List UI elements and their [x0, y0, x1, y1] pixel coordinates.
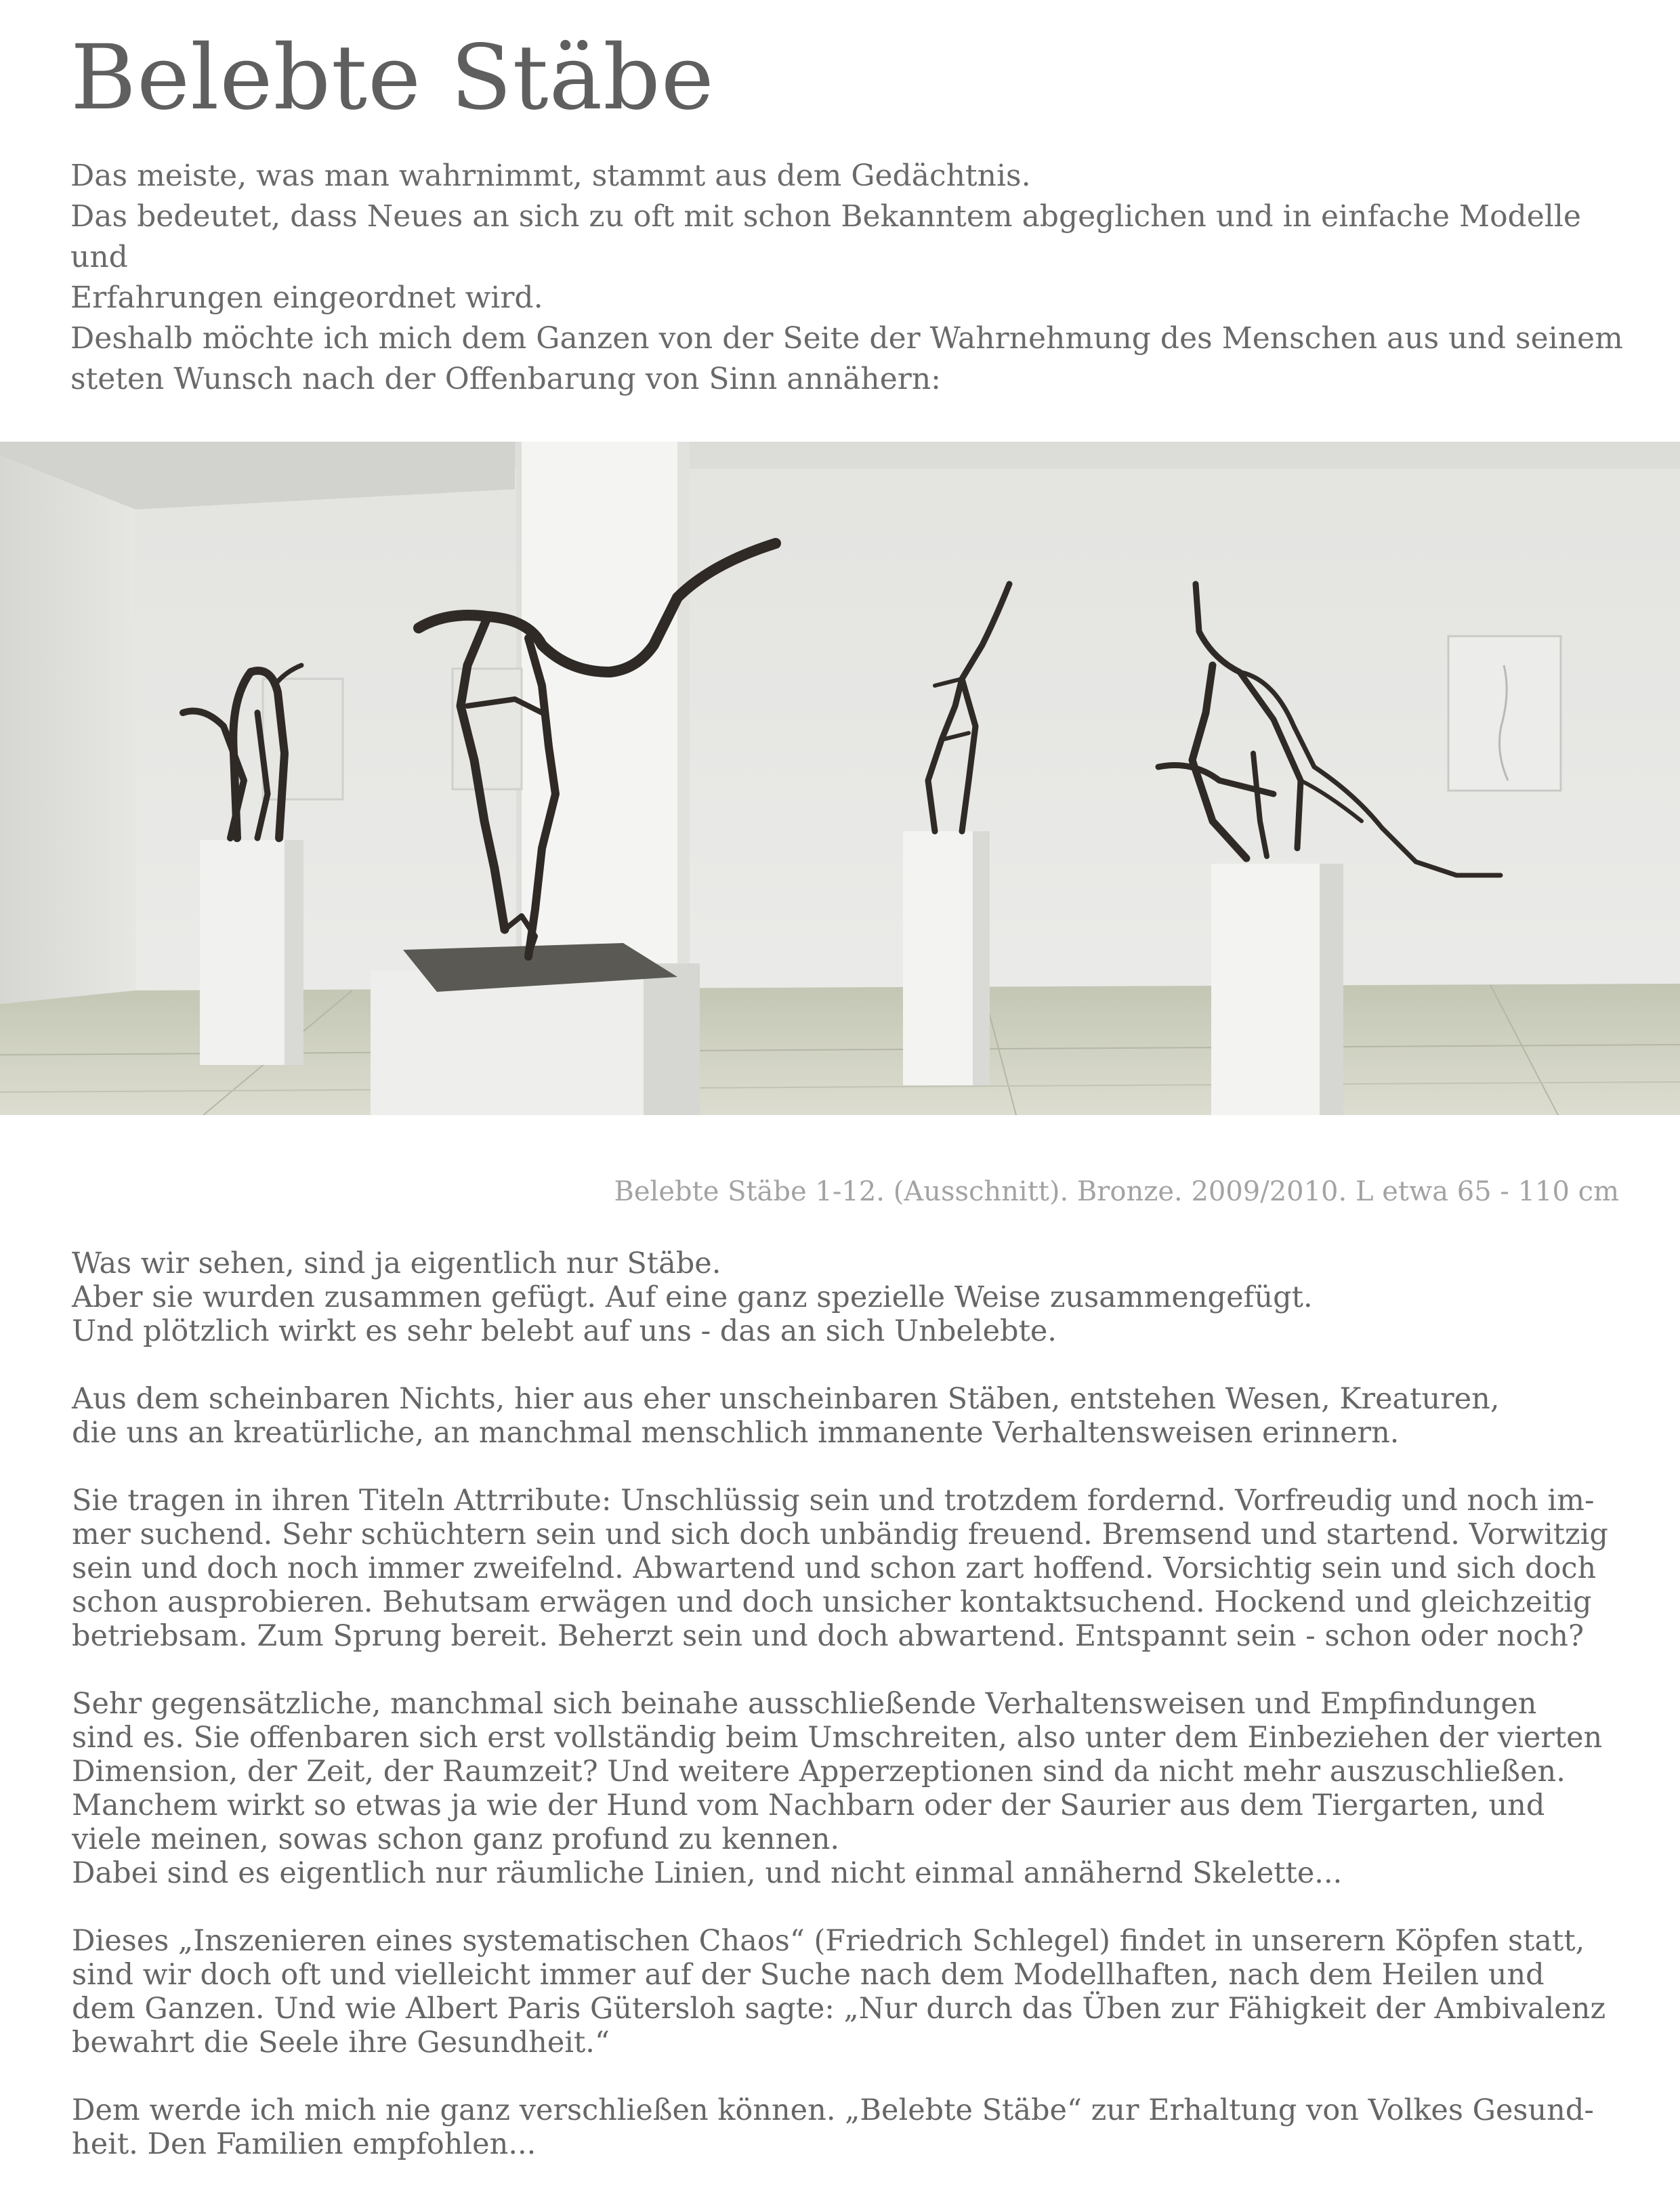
pedestal [200, 840, 303, 1065]
paragraph [72, 1924, 1630, 2060]
paragraph [72, 1382, 1630, 1450]
paragraph [72, 2093, 1630, 2161]
intro-line: Das meiste, was man wahrnimmt, stammt aus dem Gedächtnis. [70, 159, 1031, 193]
page-title: Belebte Stäbe [70, 26, 715, 130]
text-line: Dem werde ich mich nie ganz verschließen können. „Belebte Stäbe“ zur Erhaltung von Volkes Gesund- [72, 2093, 1594, 2127]
text-line: bewahrt die Seele ihre Gesundheit.“ [72, 2026, 610, 2060]
body-text [72, 1247, 1630, 2195]
intro-text [70, 156, 1629, 400]
paragraph [72, 1687, 1630, 1890]
text-line: sind es. Sie offenbaren sich erst vollständig beim Umschreiten, also unter dem Einbeziehen der vierten [72, 1721, 1603, 1755]
text-line: mer suchend. Sehr schüchtern sein und sich doch unbändig freuend. Bremsend und startend. Vorwitzig [72, 1518, 1608, 1551]
intro-line: Deshalb möchte ich mich dem Ganzen von der Seite der Wahrnehmung des Menschen aus und seinem [70, 321, 1623, 356]
text-line: die uns an kreatürliche, an manchmal menschlich immanente Verhaltensweisen erinnern. [72, 1416, 1400, 1450]
pedestal [1211, 864, 1343, 1115]
text-line: betriebsam. Zum Sprung bereit. Beherzt sein und doch abwartend. Entspannt sein - schon oder noch? [72, 1619, 1584, 1653]
text-line: Was wir sehen, sind ja eigentlich nur Stäbe. [72, 1247, 721, 1280]
left-wall [0, 455, 135, 1004]
text-line: Aber sie wurden zusammen gefügt. Auf eine ganz spezielle Weise zusammengefügt. [72, 1280, 1313, 1314]
paragraph [72, 1484, 1630, 1653]
intro-line: Erfahrungen eingeordnet wird. [70, 280, 543, 315]
pedestal [371, 963, 700, 1115]
intro-line: Das bedeutet, dass Neues an sich zu oft mit schon Bekanntem abgeglichen und in einfache Modelle und [70, 199, 1581, 274]
text-line: heit. Den Familien empfohlen... [72, 2127, 537, 2161]
text-line: Dieses „Inszenieren eines systematischen Chaos“ (Friedrich Schlegel) findet in unserern Köpfen statt, [72, 1924, 1585, 1958]
text-line: Manchem wirkt so etwas ja wie der Hund vom Nachbarn oder der Saurier aus dem Tiergarten, und [72, 1789, 1545, 1822]
text-line: sein und doch noch immer zweifelnd. Abwartend und schon zart hoffend. Vorsichtig sein und sich doch [72, 1551, 1597, 1585]
intro-line: steten Wunsch nach der Offenbarung von Sinn annähern: [70, 362, 942, 396]
pedestal [903, 831, 990, 1085]
text-line: Sehr gegensätzliche, manchmal sich beinahe ausschließende Verhaltensweisen und Empfindungen [72, 1687, 1537, 1721]
image-caption: Belebte Stäbe 1-12. (Ausschnitt). Bronze. 2009/2010. L etwa 65 - 110 cm [614, 1176, 1619, 1207]
text-line: sind wir doch oft und vielleicht immer auf der Suche nach dem Modellhaften, nach dem Heilen und [72, 1958, 1545, 1992]
text-line: Dimension, der Zeit, der Raumzeit? Und weitere Apperzeptionen sind da nicht mehr auszuschließen. [72, 1755, 1566, 1789]
paragraph [72, 1247, 1630, 1348]
text-line: Sie tragen in ihren Titeln Attrribute: Unschlüssig sein und trotzdem fordernd. Vorfreudig und noch im- [72, 1484, 1595, 1518]
text-line: schon ausprobieren. Behutsam erwägen und doch unsicher kontaktsuchend. Hockend und gleichzeitig [72, 1585, 1592, 1619]
text-line: viele meinen, sowas schon ganz profund zu kennen. [72, 1822, 840, 1856]
text-line: Aus dem scheinbaren Nichts, hier aus eher unscheinbaren Stäben, entstehen Wesen, Kreaturen, [72, 1382, 1500, 1416]
text-line: dem Ganzen. Und wie Albert Paris Gütersloh sagte: „Nur durch das Üben zur Fähigkeit der Ambivalenz [72, 1992, 1606, 2026]
text-line: Und plötzlich wirkt es sehr belebt auf uns - das an sich Unbelebte. [72, 1314, 1057, 1348]
text-line: Dabei sind es eigentlich nur räumliche Linien, und nicht einmal annähernd Skelette... [72, 1856, 1343, 1890]
gallery-photo [0, 442, 1680, 1115]
